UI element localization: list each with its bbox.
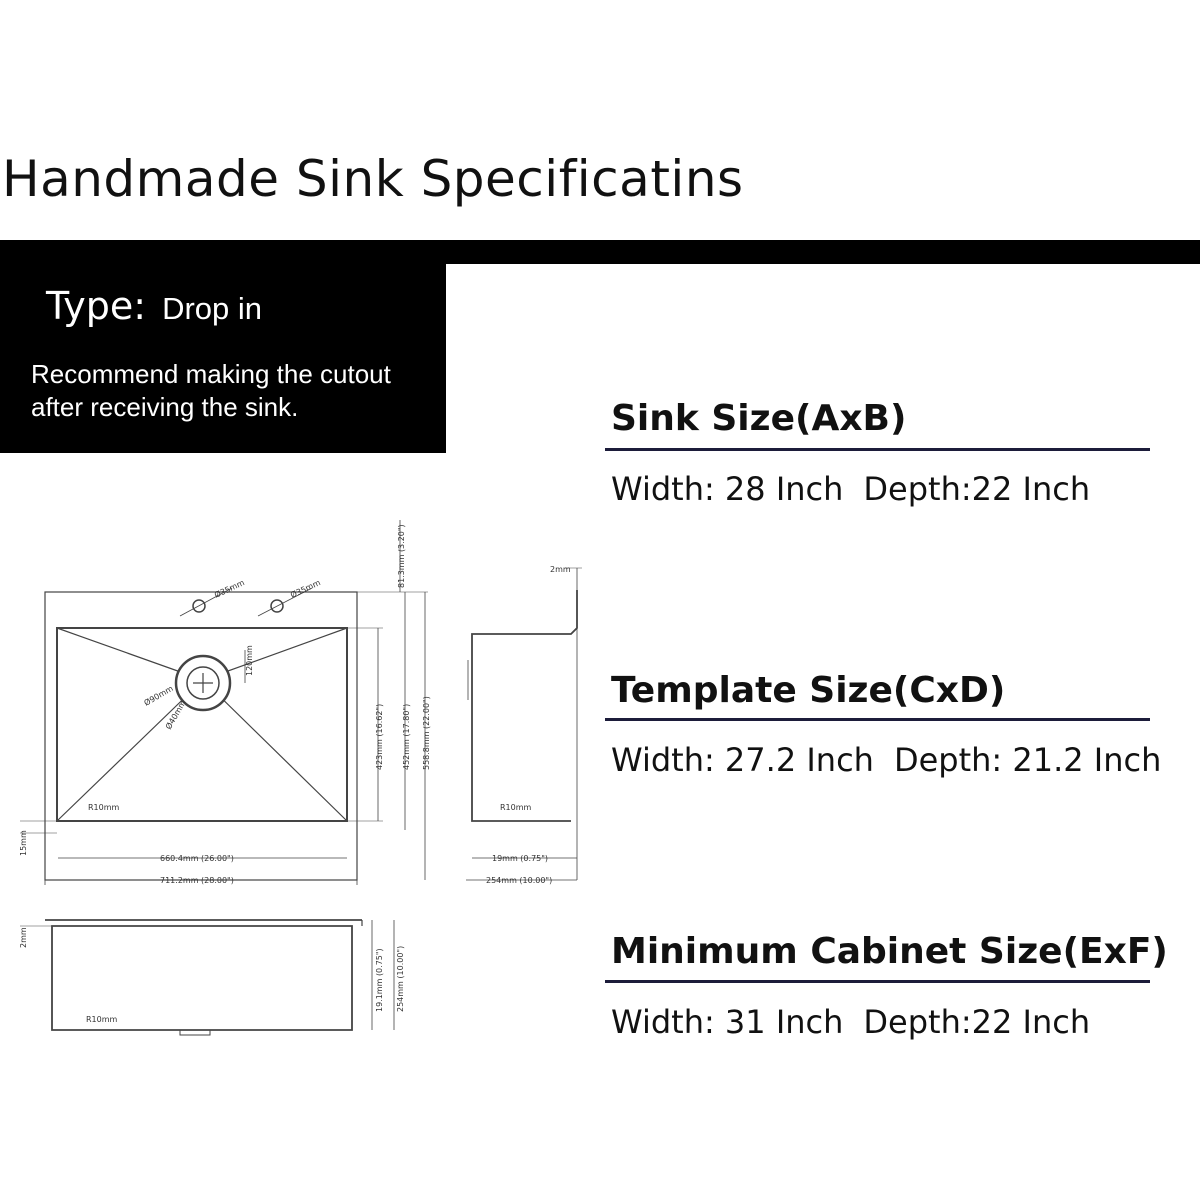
front-flange-label: 19.1mm (0.75") <box>375 948 384 1012</box>
type-line <box>46 284 262 328</box>
flange-offset-label: 15mm <box>19 830 28 856</box>
drain-offset-label: 120mm <box>245 645 254 676</box>
bowl-width-label: 660.4mm (26.00") <box>160 854 234 863</box>
cabinet-size-title: Minimum Cabinet Size(ExF) <box>611 931 1168 972</box>
side-depth-label: 254mm (10.00") <box>486 876 553 885</box>
type-value: Drop in <box>162 291 263 326</box>
side-view-labels <box>486 565 571 885</box>
page-title: Handmade Sink Specificatins <box>2 150 744 208</box>
sink-outline <box>45 592 357 880</box>
corner-radius-label: R10mm <box>88 803 120 812</box>
cabinet-size-rule <box>605 980 1150 983</box>
front-lip-label: 2mm <box>19 927 28 948</box>
template-size-title: Template Size(CxD) <box>611 670 1006 711</box>
top-margin-label: 81.3mm (3.20") <box>397 524 406 588</box>
top-view <box>20 520 428 885</box>
cabinet-size-values <box>611 1003 1090 1041</box>
overall-width-label: 711.2mm (28.00") <box>160 876 234 885</box>
template-depth: Depth: 21.2 Inch <box>893 741 1162 779</box>
front-view <box>20 920 394 1035</box>
sink-width: Width: 28 Inch <box>611 470 844 508</box>
side-view <box>466 568 582 880</box>
top-view-labels <box>19 524 431 885</box>
template-size-rule <box>605 718 1150 721</box>
overall-depth-label: 558.8mm (22.00") <box>422 696 431 770</box>
cutout-recommendation: Recommend making the cutout after receiving the sink. <box>31 359 391 422</box>
corner-radius-label: R10mm <box>86 1015 118 1024</box>
side-flange-label: 19mm (0.75") <box>492 854 549 863</box>
type-panel <box>0 240 446 453</box>
template-size-values <box>611 741 1161 779</box>
front-depth-label: 254mm (10.00") <box>396 945 405 1012</box>
template-width: Width: 27.2 Inch <box>611 741 874 779</box>
front-view-labels <box>19 927 405 1024</box>
corner-radius-label: R10mm <box>500 803 532 812</box>
side-profile <box>472 590 577 821</box>
sink-size-rule <box>605 448 1150 451</box>
drain-outer-label: Ø90mm <box>142 683 175 708</box>
sink-depth: Depth:22 Inch <box>863 470 1091 508</box>
cabinet-width: Width: 31 Inch <box>611 1003 844 1041</box>
side-lip-label: 2mm <box>550 565 571 574</box>
sink-size-values <box>611 470 1090 508</box>
cabinet-depth: Depth:22 Inch <box>863 1003 1091 1041</box>
sink-technical-drawing <box>0 500 600 1060</box>
sink-size-title: Sink Size(AxB) <box>611 398 907 439</box>
drain-inner-label: Ø40mm <box>163 698 188 731</box>
type-label: Type: <box>46 284 147 328</box>
faucet-hole-label: Ø35mm <box>289 578 322 600</box>
bowl-depth-label: 423mm (16.62") <box>375 703 384 770</box>
inner-depth-label: 452mm (17.80") <box>402 703 411 770</box>
faucet-hole-label: Ø35mm <box>213 578 246 600</box>
